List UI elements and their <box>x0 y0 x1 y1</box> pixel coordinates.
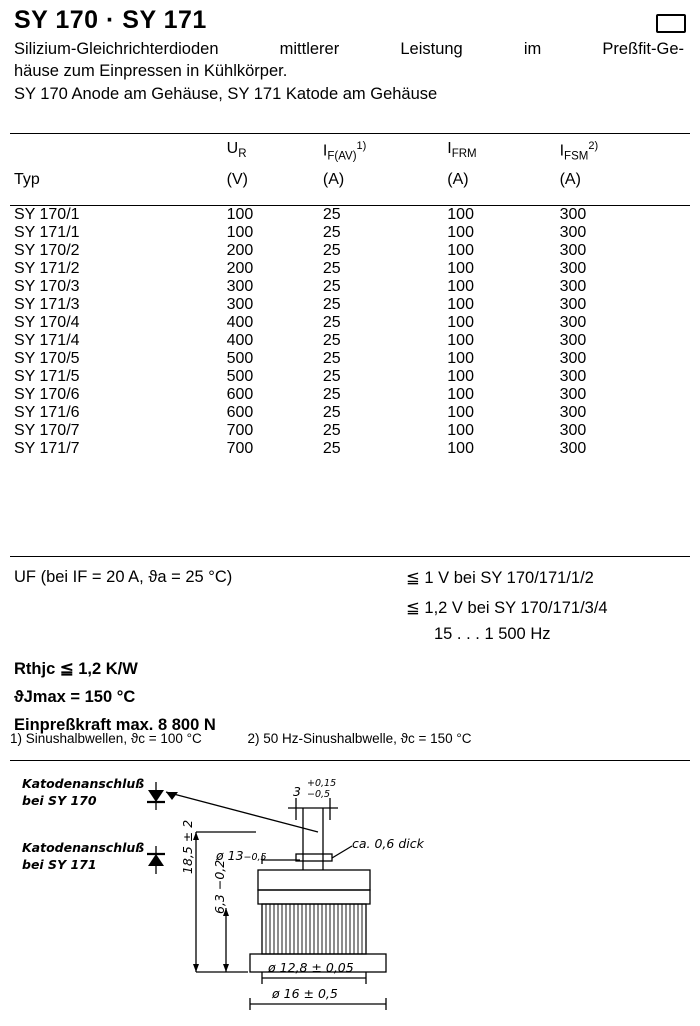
cell-typ: SY 171/7 <box>14 440 80 457</box>
table-row <box>10 368 690 386</box>
cell-ur: 100 <box>226 224 254 241</box>
cell-ifsm: 300 <box>559 260 587 277</box>
cell-typ: SY 170/3 <box>14 278 80 295</box>
table-row <box>10 440 690 458</box>
cell-typ: SY 170/5 <box>14 350 80 367</box>
divider-top <box>10 133 690 134</box>
cell-ifsm: 300 <box>559 332 587 349</box>
dim-knurl-diameter: ø 12,8 ± 0,05 <box>268 960 354 975</box>
cell-ur: 300 <box>226 278 254 295</box>
dim-disc-thickness: ca. 0,6 dick <box>352 836 424 851</box>
dim-height: 18,5 ± 2 <box>180 819 195 874</box>
description-line-1: Silizium-Gleichrichterdioden mittlerer Leistung im Preßfit-Ge- <box>14 40 684 58</box>
cell-ur: 300 <box>226 296 254 313</box>
cell-ifrm: 100 <box>447 278 474 295</box>
label-katode-170-line1: Katodenanschluß <box>22 776 145 791</box>
cell-ifav: 25 <box>322 440 341 457</box>
cell-ifsm: 300 <box>559 242 587 259</box>
divider-drawing <box>10 760 690 761</box>
cell-ur: 200 <box>226 242 254 259</box>
cell-ifsm: 300 <box>559 404 587 421</box>
cell-ifrm: 100 <box>447 386 474 403</box>
cell-ifrm: 100 <box>447 422 474 439</box>
dim-outer-diameter: ø 16 ± 0,5 <box>272 986 338 1001</box>
header-ifav: $I_{F(AV)}^{1)}$ <box>322 140 367 163</box>
dim-body-height: 6,3 −0,2 <box>212 859 227 914</box>
param-uf-value-2: ≦ 1,2 V bei SY 170/171/3/4 <box>406 599 608 617</box>
header-ifsm-unit: (A) <box>559 171 581 188</box>
dim-flange: ø 13−0,5 <box>216 848 267 863</box>
table-row <box>10 206 690 224</box>
table-header-symbols <box>10 140 690 171</box>
cell-ifsm: 300 <box>559 278 587 295</box>
cell-ifav: 25 <box>322 260 341 277</box>
cell-ur: 400 <box>226 314 254 331</box>
cell-typ: SY 170/6 <box>14 386 80 403</box>
cell-ifrm: 100 <box>447 296 474 313</box>
cell-typ: SY 170/2 <box>14 242 80 259</box>
cell-ifav: 25 <box>322 206 341 223</box>
param-uf-value-1: ≦ 1 V bei SY 170/171/1/2 <box>406 569 594 587</box>
cell-ifav: 25 <box>322 386 341 403</box>
table-row <box>10 404 690 422</box>
cell-ur: 600 <box>226 404 254 421</box>
table-row <box>10 386 690 404</box>
cell-ifrm: 100 <box>447 206 474 223</box>
param-press-force: Einpreßkraft max. 8 800 N <box>14 716 216 734</box>
cell-ifav: 25 <box>322 314 341 331</box>
cell-ifrm: 100 <box>447 440 474 457</box>
cell-typ: SY 171/5 <box>14 368 80 385</box>
footnote-2: 2) 50 Hz-Sinushalbwelle, ϑc = 150 °C <box>247 731 472 746</box>
header-ur: $U_R$ <box>226 140 247 161</box>
table-row <box>10 296 690 314</box>
dim-pin-plus: +0,15 <box>307 778 337 789</box>
footnotes <box>10 731 690 746</box>
cell-ifrm: 100 <box>447 350 474 367</box>
cell-ur: 200 <box>226 260 254 277</box>
cell-typ: SY 171/4 <box>14 332 80 349</box>
footnote-1: 1) Sinushalbwellen, ϑc = 100 °C <box>10 731 202 746</box>
header-ifsm: $I_{FSM}^{2)}$ <box>559 140 599 163</box>
cell-ifrm: 100 <box>447 332 474 349</box>
cell-ifav: 25 <box>322 350 341 367</box>
cell-ifrm: 100 <box>447 314 474 331</box>
table-row <box>10 332 690 350</box>
header-ifav-unit: (A) <box>322 171 345 188</box>
description-block <box>14 38 684 105</box>
cell-typ: SY 171/1 <box>14 224 80 241</box>
cell-ifav: 25 <box>322 242 341 259</box>
param-rth: Rthjc ≦ 1,2 K/W <box>14 660 138 678</box>
cell-typ: SY 171/3 <box>14 296 80 313</box>
cell-ifrm: 100 <box>447 404 474 421</box>
table-row <box>10 422 690 440</box>
table-row <box>10 224 690 242</box>
header-ifrm: $I_{FRM}$ <box>447 140 477 161</box>
header-typ: Typ <box>14 171 40 188</box>
dim-pin-value: 3 <box>293 784 301 799</box>
cell-ur: 700 <box>226 422 254 439</box>
cell-ifsm: 300 <box>559 296 587 313</box>
cell-ur: 400 <box>226 332 254 349</box>
label-katode-171-line1: Katodenanschluß <box>22 840 145 855</box>
cell-ifav: 25 <box>322 296 341 313</box>
cell-ifav: 25 <box>322 278 341 295</box>
description-line-2: häuse zum Einpressen in Kühlkörper. <box>14 62 288 81</box>
param-frequency-range: 15 . . . 1 500 Hz <box>434 625 551 643</box>
parameter-block <box>10 568 690 742</box>
cell-ifsm: 300 <box>559 224 587 241</box>
cell-ifsm: 300 <box>559 386 587 403</box>
cell-typ: SY 170/4 <box>14 314 80 331</box>
param-tjmax: ϑJmax = 150 °C <box>14 688 136 706</box>
cell-ifav: 25 <box>322 368 341 385</box>
dim-pin <box>293 784 301 799</box>
cell-ifrm: 100 <box>447 260 474 277</box>
cell-ifav: 25 <box>322 404 341 421</box>
header-row <box>14 6 686 35</box>
table-row <box>10 278 690 296</box>
cell-ifrm: 100 <box>447 368 474 385</box>
header-ur-unit: (V) <box>226 171 248 188</box>
table-row <box>10 260 690 278</box>
table-header-units <box>10 171 690 190</box>
cell-ifsm: 300 <box>559 422 587 439</box>
cell-ur: 500 <box>226 350 254 367</box>
dim-pin-minus: −0,5 <box>307 789 331 800</box>
param-uf-label: UF (bei IF = 20 A, ϑa = 25 °C) <box>14 568 233 586</box>
cell-ifrm: 100 <box>447 242 474 259</box>
divider-table-bottom <box>10 556 690 557</box>
table-row <box>10 350 690 368</box>
cell-typ: SY 171/6 <box>14 404 80 421</box>
label-katode-170-line2: bei SY 170 <box>22 793 97 808</box>
cell-ifav: 25 <box>322 332 341 349</box>
drawing-svg <box>0 762 700 1026</box>
cell-typ: SY 171/2 <box>14 260 80 277</box>
label-katode-171-line2: bei SY 171 <box>22 857 97 872</box>
mechanical-drawing <box>0 762 700 1026</box>
table-row <box>10 314 690 332</box>
cell-ifsm: 300 <box>559 368 587 385</box>
specs-table <box>10 140 690 458</box>
cell-typ: SY 170/1 <box>14 206 80 223</box>
package-outline-icon <box>656 14 686 33</box>
page-title: SY 170 · SY 171 <box>14 6 207 34</box>
cell-ifav: 25 <box>322 422 341 439</box>
description-line-3: SY 170 Anode am Gehäuse, SY 171 Katode am Gehäuse <box>14 84 438 103</box>
header-ifrm-unit: (A) <box>447 171 469 188</box>
cell-ifsm: 300 <box>559 440 587 457</box>
cell-ur: 100 <box>226 206 254 223</box>
cell-ur: 500 <box>226 368 254 385</box>
cell-ifsm: 300 <box>559 314 587 331</box>
cell-ifsm: 300 <box>559 206 587 223</box>
cell-ifav: 25 <box>322 224 341 241</box>
cell-typ: SY 170/7 <box>14 422 80 439</box>
cell-ifrm: 100 <box>447 224 474 241</box>
table-row <box>10 242 690 260</box>
cell-ur: 700 <box>226 440 254 457</box>
cell-ifsm: 300 <box>559 350 587 367</box>
cell-ur: 600 <box>226 386 254 403</box>
